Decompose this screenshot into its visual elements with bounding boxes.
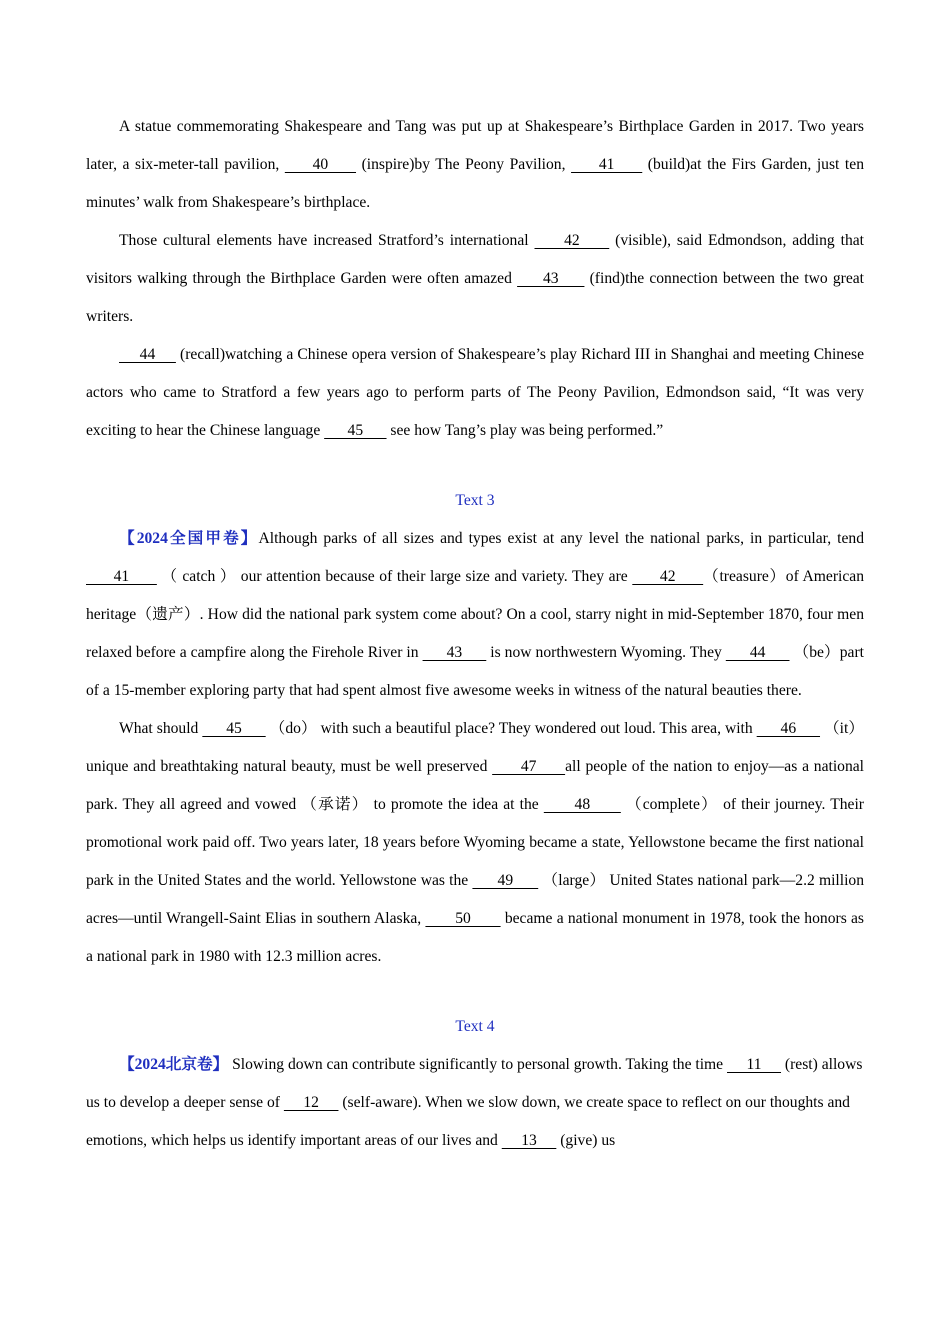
- blank-13: 13: [501, 1132, 557, 1149]
- blank-46: 46: [756, 720, 821, 737]
- paragraph: [86, 108, 864, 222]
- blank-43: 43: [517, 270, 585, 287]
- source-label: 【2024北京卷】: [119, 1056, 229, 1073]
- text-segment: （do） with such a beautiful place? They wondered out loud. This area, with: [265, 720, 757, 737]
- text-segment: Slowing down can contribute significantly to personal growth. Taking the time: [228, 1056, 728, 1073]
- blank-43: 43: [422, 644, 487, 661]
- blank-47: 47: [492, 758, 566, 775]
- blank-42: 42: [632, 568, 704, 585]
- text-segment: （treasure）of American heritage（遗产）. How did the national park system come about? On a cool, starry night in mid-September 1870, four men relaxed before a campfire along the Firehole River in: [86, 568, 865, 661]
- blank-42: 42: [534, 232, 610, 249]
- section-heading-text-4: Text 4: [455, 1018, 495, 1035]
- text-segment: （ catch ） our attention because of their large size and variety. They are: [156, 568, 633, 585]
- text-segment: （it） unique and breathtaking natural beauty, must be well preserved: [86, 720, 865, 775]
- blank-40: 40: [284, 156, 357, 173]
- text-segment: （complete） of their journey. Their promotional work paid off. Two years later, 18 years before Wyoming became a state, Yellowstone became the first national park in the United States and the world. Yellowstone was the: [86, 796, 864, 889]
- text-segment: What should: [119, 720, 203, 737]
- text-segment: is now northwestern Wyoming. They: [486, 644, 726, 661]
- document-page: [86, 108, 864, 1160]
- blank-11: 11: [727, 1056, 782, 1073]
- section-heading-text-3: Text 3: [455, 492, 495, 509]
- text-segment: A statue commemorating Shakespeare and Tang was put up at Shakespeare’s Birthplace Garden in 2017. Two years later, a six-meter-tall pavilion,: [86, 118, 864, 173]
- paragraph: [86, 520, 864, 710]
- text-segment: (give) us: [556, 1132, 616, 1149]
- text-segment: all people of the nation to enjoy—as a national park. They all agreed and vowed （承诺） to promote the idea at the: [86, 758, 864, 813]
- blank-50: 50: [425, 910, 501, 927]
- text-segment: (self-aware). When we slow down, we create space to reflect on our thoughts and emotions, which helps us identify important areas of our lives and: [86, 1094, 850, 1149]
- text-segment: Although parks of all sizes and types exist at any level the national parks, in particular, tend: [258, 530, 864, 547]
- text-segment: became a national monument in 1978, took the honors as a national park in 1980 with 12.3 million acres.: [86, 910, 864, 965]
- text-segment: （be）part of a 15-member exploring party that had spent almost five awesome weeks in witness of the natural beauties there.: [86, 644, 864, 699]
- text-segment: (inspire)by The Peony Pavilion,: [356, 156, 572, 173]
- blank-41: 41: [571, 156, 643, 173]
- blank-45: 45: [324, 422, 387, 439]
- text-segment: see how Tang’s play was being performed.”: [386, 422, 664, 439]
- text-segment: (find)the connection between the two great writers.: [86, 270, 865, 325]
- text-segment: （large） United States national park—2.2 million acres—until Wrangell-Saint Elias in southern Alaska,: [86, 872, 865, 927]
- blank-44: 44: [725, 644, 790, 661]
- text-segment: (build)at the Firs Garden, just ten minutes’ walk from Shakespeare’s birthplace.: [86, 156, 864, 211]
- blank-48: 48: [543, 796, 621, 813]
- blank-41: 41: [86, 568, 157, 585]
- blank-12: 12: [283, 1094, 339, 1111]
- text-segment: (rest) allows us to develop a deeper sense of: [86, 1056, 863, 1111]
- paragraph: [86, 336, 864, 450]
- paragraph: [86, 222, 864, 336]
- source-label: 【2024全国甲卷】: [119, 530, 259, 547]
- paragraph: [86, 1046, 864, 1160]
- paragraph: [86, 710, 864, 976]
- text-segment: (visible), said Edmondson, adding that visitors walking through the Birthplace Garden were often amazed: [86, 232, 865, 287]
- text-segment: Those cultural elements have increased Stratford’s international: [119, 232, 535, 249]
- blank-49: 49: [472, 872, 539, 889]
- text-segment: (recall)watching a Chinese opera version of Shakespeare’s play Richard III in Shanghai and meeting Chinese actors who came to Stratford a few years ago to perform parts of The Peony Pavilion, Edmondson said, “It was very exciting to hear the Chinese language: [86, 346, 864, 439]
- blank-44: 44: [119, 346, 176, 363]
- blank-45: 45: [202, 720, 266, 737]
